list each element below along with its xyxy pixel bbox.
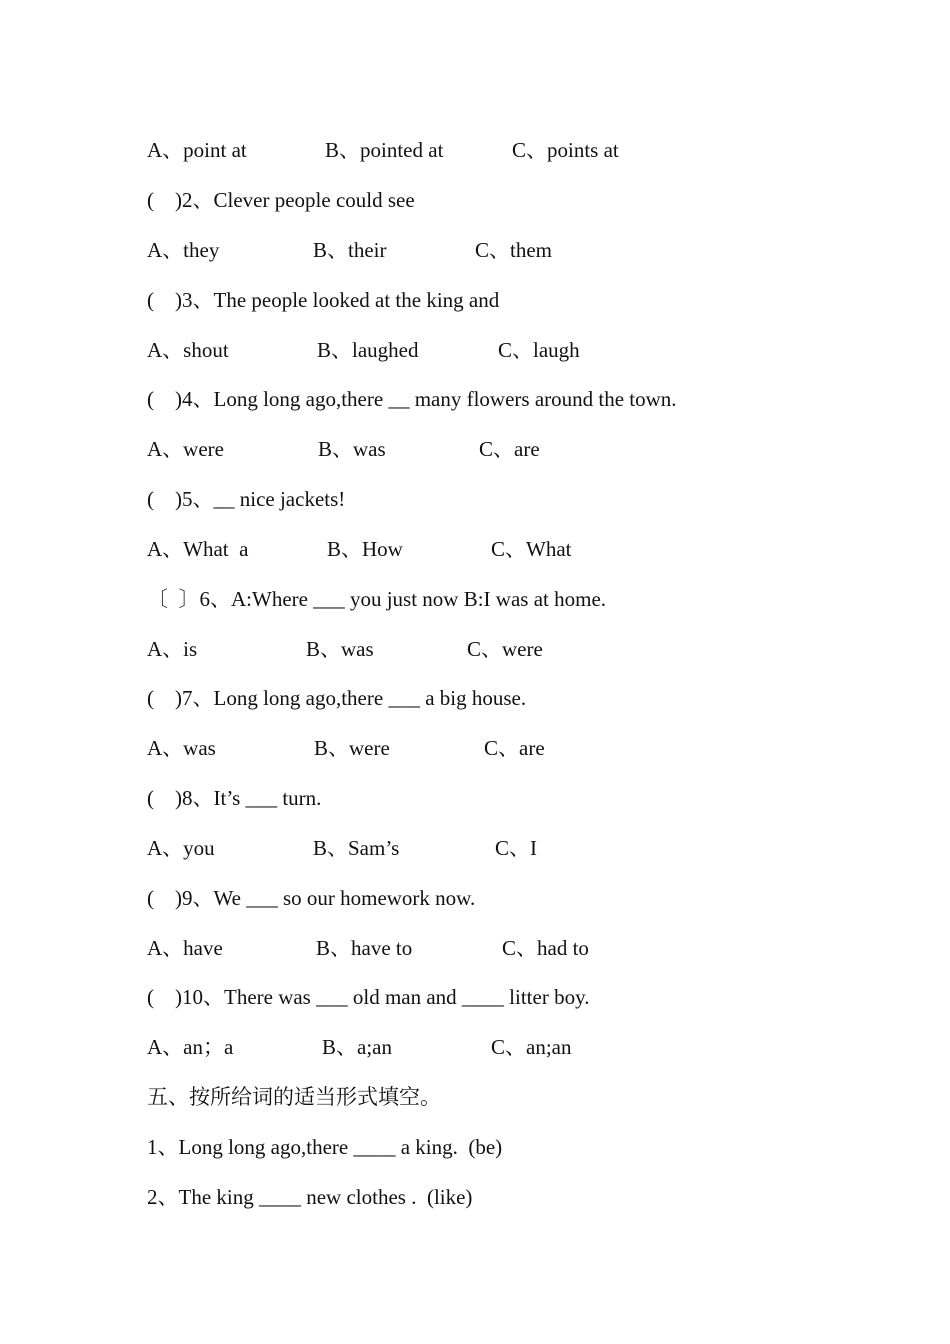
option-c: C、I bbox=[495, 836, 537, 860]
option-b: B、Sam’s bbox=[313, 836, 400, 860]
q10-options bbox=[147, 1032, 572, 1062]
question-2: ( )2、Clever people could see bbox=[147, 188, 415, 212]
q7-options bbox=[147, 733, 545, 763]
option-a: A、they bbox=[147, 238, 220, 262]
q6-options bbox=[147, 634, 543, 664]
option-b: B、have to bbox=[316, 936, 413, 960]
option-c: C、laugh bbox=[498, 338, 580, 362]
option-a: A、were bbox=[147, 437, 224, 461]
question-3: ( )3、The people looked at the king and bbox=[147, 288, 500, 312]
option-c: C、had to bbox=[502, 936, 589, 960]
option-b: B、their bbox=[313, 238, 387, 262]
option-b: B、How bbox=[327, 537, 403, 561]
option-c: C、were bbox=[467, 637, 543, 661]
question-7: ( )7、Long long ago,there ___ a big house. bbox=[147, 686, 527, 710]
q9-options bbox=[147, 933, 589, 963]
q5-options bbox=[147, 534, 572, 564]
option-b: B、a;an bbox=[322, 1035, 392, 1059]
question-4: ( )4、Long long ago,there __ many flowers around the town. bbox=[147, 387, 677, 411]
section-5-heading: 五、按所给词的适当形式填空。 bbox=[147, 1085, 441, 1109]
question-10: ( )10、There was ___ old man and ____ litter boy. bbox=[147, 985, 590, 1009]
question-6: 〔 〕6、A:Where ___ you just now B:I was at home. bbox=[147, 587, 607, 611]
option-c: C、them bbox=[475, 238, 552, 262]
option-a: A、was bbox=[147, 736, 216, 760]
option-c: C、are bbox=[479, 437, 540, 461]
option-b: B、was bbox=[306, 637, 374, 661]
question-5: ( )5、__ nice jackets! bbox=[147, 487, 346, 511]
question-8: ( )8、It’s ___ turn. bbox=[147, 786, 322, 810]
option-a: A、an；a bbox=[147, 1035, 234, 1059]
option-c: C、What bbox=[491, 537, 572, 561]
option-a: A、is bbox=[147, 637, 198, 661]
option-a: A、you bbox=[147, 836, 215, 860]
option-a: A、point at bbox=[147, 138, 247, 162]
option-c: C、are bbox=[484, 736, 545, 760]
option-a: A、What a bbox=[147, 537, 249, 561]
option-b: B、was bbox=[318, 437, 386, 461]
fill-question-1: 1、Long long ago,there ____ a king. (be) bbox=[147, 1135, 503, 1159]
option-b: B、were bbox=[314, 736, 390, 760]
option-b: B、pointed at bbox=[325, 138, 444, 162]
option-a: A、shout bbox=[147, 338, 229, 362]
option-b: B、laughed bbox=[317, 338, 419, 362]
q2-options bbox=[147, 235, 552, 265]
q8-options bbox=[147, 833, 537, 863]
option-c: C、points at bbox=[512, 138, 619, 162]
q3-options bbox=[147, 335, 580, 365]
q1-options bbox=[147, 135, 619, 165]
question-9: ( )9、We ___ so our homework now. bbox=[147, 886, 476, 910]
option-c: C、an;an bbox=[491, 1035, 572, 1059]
fill-question-2: 2、The king ____ new clothes . (like) bbox=[147, 1185, 473, 1209]
q4-options bbox=[147, 434, 540, 464]
option-a: A、have bbox=[147, 936, 223, 960]
